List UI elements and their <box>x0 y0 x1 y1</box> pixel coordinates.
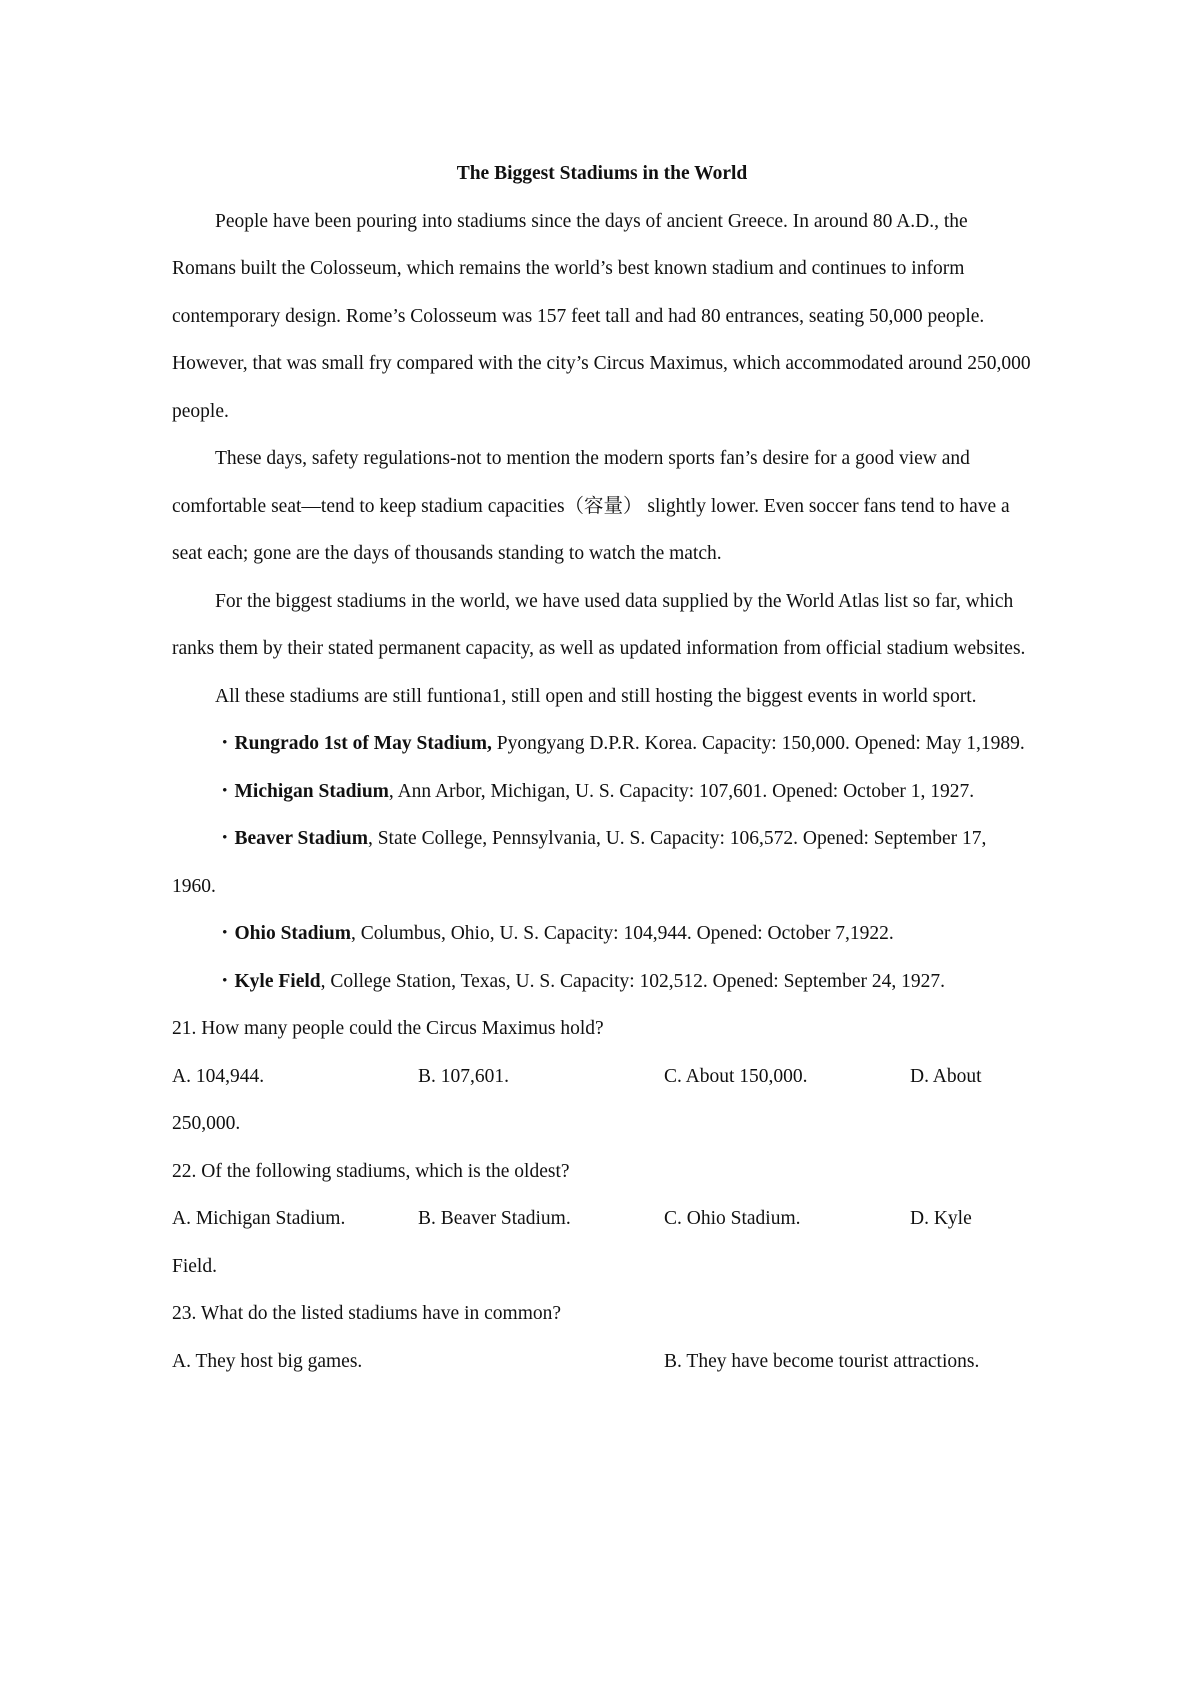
paragraph-4: All these stadiums are still funtiona1, still open and still hosting the biggest events in world sport. <box>215 685 977 707</box>
stadium-item <box>172 958 1032 1006</box>
paragraph-2: These days, safety regulations-not to mention the modern sports fan’s desire for a good view and comfortable seat—tend to keep stadium capacities（容量） slightly lower. Even soccer fans tend to have a seat each; gone are the days of thousands standing to watch the match. <box>172 448 1010 564</box>
option-a: A. Michigan Stadium. <box>172 1208 346 1229</box>
option-d: D. About <box>910 1065 982 1087</box>
question-22-options <box>172 1195 1032 1243</box>
question-21-options <box>172 1053 1032 1101</box>
option-b: B. Beaver Stadium. <box>418 1208 571 1229</box>
bullet-marker: ・ <box>215 970 235 992</box>
stadium-name: Kyle Field <box>234 970 321 992</box>
question-23-options <box>172 1338 1032 1386</box>
document-title: The Biggest Stadiums in the World <box>456 163 748 184</box>
option-c: C. About 150,000. <box>664 1065 808 1087</box>
stadium-details: , College Station, Texas, U. S. Capacity: 102,512. Opened: September 24, 1927. <box>320 970 945 992</box>
stadium-details: Pyongyang D.P.R. Korea. Capacity: 150,000. Opened: May 1,1989. <box>491 733 1025 754</box>
question-22-stem: 22. Of the following stadiums, which is the oldest? <box>172 1160 570 1182</box>
stadium-details: , Ann Arbor, Michigan, U. S. Capacity: 107,601. Opened: October 1, 1927. <box>388 780 975 802</box>
paragraph-3: For the biggest stadiums in the world, we have used data supplied by the World Atlas list so far, which ranks them by their stated permanent capacity, as well as updated information from official stadium websites. <box>172 590 1026 659</box>
option-d-continuation: Field. <box>172 1255 217 1277</box>
stadium-name: Michigan Stadium <box>234 780 389 802</box>
stadium-item <box>172 768 1032 816</box>
stadium-name: Ohio Stadium <box>234 923 352 944</box>
document-page <box>172 150 1032 1385</box>
stadium-item <box>172 720 1032 768</box>
question-21-stem: 21. How many people could the Circus Maximus hold? <box>172 1018 604 1039</box>
stadium-name: Rungrado 1st of May Stadium, <box>234 733 492 754</box>
stadium-details: , Columbus, Ohio, U. S. Capacity: 104,944. Opened: October 7,1922. <box>351 923 894 944</box>
stadium-details: , State College, Pennsylvania, U. S. Capacity: 106,572. Opened: September 17, 1960. <box>172 828 987 897</box>
option-a: A. 104,944. <box>172 1065 265 1087</box>
stadium-item <box>172 910 1032 958</box>
bullet-marker: ・ <box>215 828 235 849</box>
bullet-marker: ・ <box>215 733 235 754</box>
stadium-item <box>172 815 1032 910</box>
option-d: D. Kyle <box>910 1208 972 1229</box>
option-b: B. They have become tourist attractions. <box>664 1350 980 1372</box>
bullet-marker: ・ <box>215 780 235 802</box>
stadium-name: Beaver Stadium <box>234 828 368 849</box>
question-23-stem: 23. What do the listed stadiums have in common? <box>172 1303 562 1324</box>
paragraph-1: People have been pouring into stadiums since the days of ancient Greece. In around 80 A.D., the Romans built the Colosseum, which remains the world’s best known stadium and continues to inform contemporary design. Rome’s Colosseum was 157 feet tall and had 80 entrances, seating 50,000 people. However, that was small fry compared with the city’s Circus Maximus, which accommodated around 250,000 people. <box>172 210 1031 422</box>
option-a: A. They host big games. <box>172 1350 363 1372</box>
option-d-continuation: 250,000. <box>172 1113 241 1134</box>
option-b: B. 107,601. <box>418 1065 510 1087</box>
option-c: C. Ohio Stadium. <box>664 1208 801 1229</box>
bullet-marker: ・ <box>215 923 235 944</box>
